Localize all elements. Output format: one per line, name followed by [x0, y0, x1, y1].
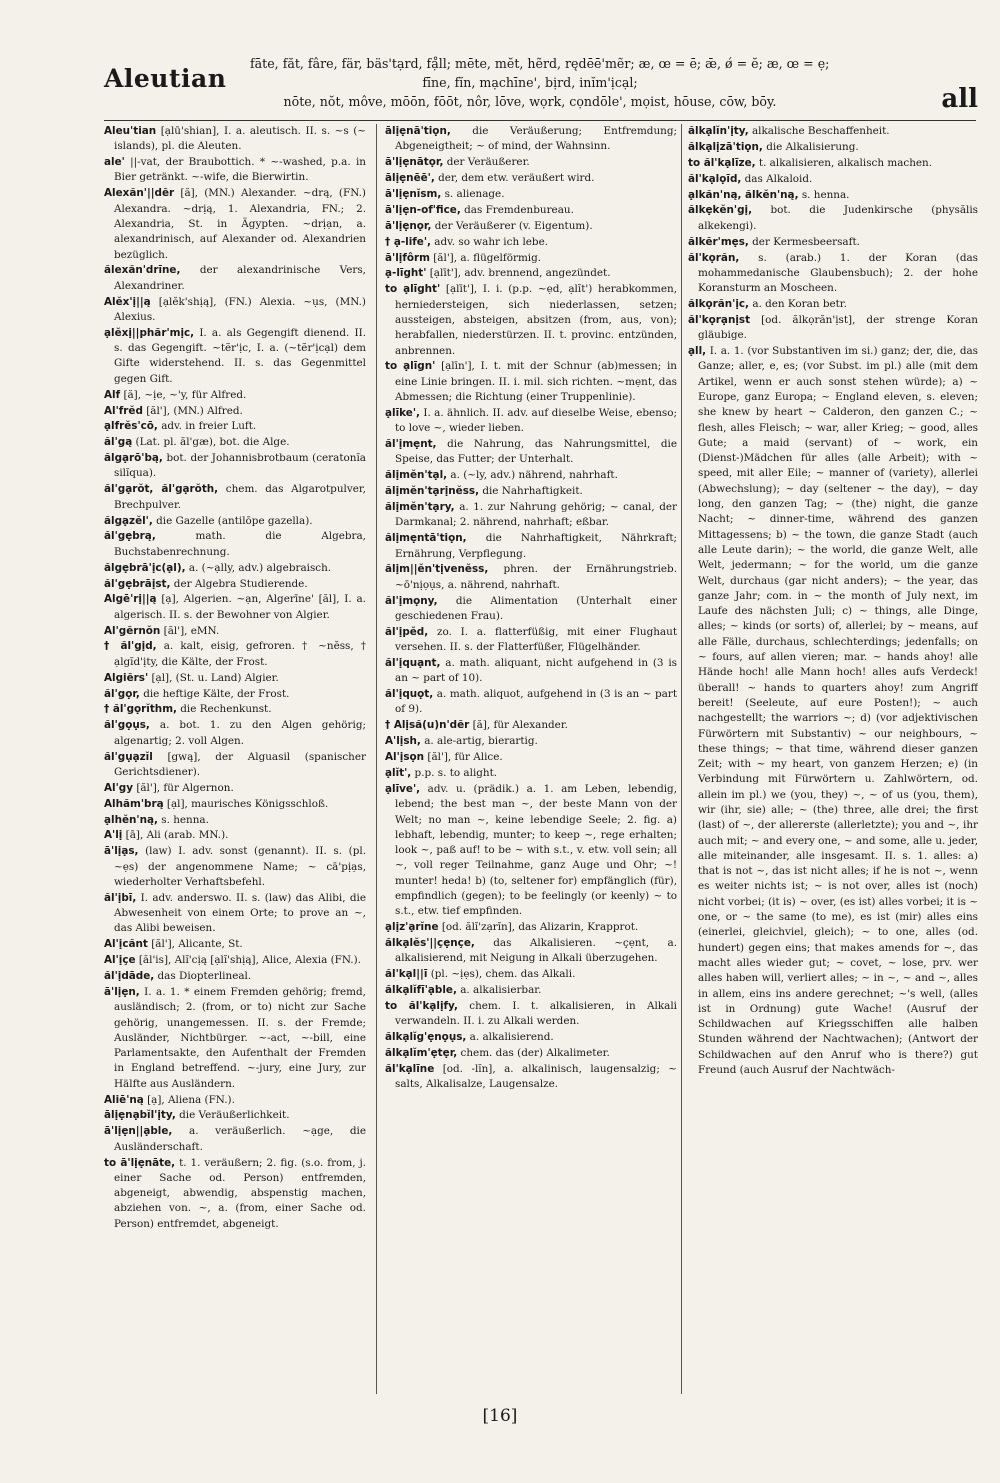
entry-headword: ā'lịạs,: [104, 845, 139, 858]
column-divider: [376, 124, 377, 1394]
entry-headword: ăl'ịmẹnt,: [385, 438, 437, 451]
entry-definition: die Gazelle (antilōpe gazella).: [156, 514, 313, 527]
entry-headword: ā'lịẹn||ạble,: [104, 1125, 173, 1138]
entry-definition: a. (~ạlly, adv.) algebraisch.: [188, 561, 332, 574]
entry-definition: [ạ], Aliena (FN.).: [147, 1093, 235, 1106]
entry-definition: a. (~ly, adv.) nährend, nahrhaft.: [450, 469, 618, 482]
dictionary-entry: [385, 1062, 677, 1093]
dictionary-entry: [385, 734, 677, 749]
entry-definition: [ă], ~ịe, ~'y, für Alfred.: [123, 388, 247, 401]
dictionary-entry: [385, 187, 677, 202]
entry-definition: a. ale-artig, bierartig.: [424, 735, 538, 748]
entry-headword: † ạ-life',: [385, 235, 431, 248]
entry-headword: ălkạlĭfī'ạble,: [385, 984, 457, 997]
entry-headword: ā'lịẹnọr,: [385, 219, 432, 232]
entry-definition: a. math. aliquant, nicht aufgehend in (3 is an ~ part of 10).: [395, 656, 677, 685]
entry-headword: ălkọrăn'ịc,: [688, 298, 750, 311]
entry-headword: ăl'kọrạnịst: [688, 313, 751, 326]
entry-definition: I. a. ähnlich. II. adv. auf dieselbe Weise, ebenso; to love ~, wieder lieben.: [395, 406, 677, 435]
dictionary-entry: [688, 313, 978, 344]
entry-definition: a. 1. zur Nahrung gehörig; ~ canal, der Darmkanal; 2. nährend, nahrhaft; eßbar.: [395, 501, 677, 529]
entry-definition: die Rechenkunst.: [180, 703, 272, 716]
entry-definition: der Kermesbeersaft.: [752, 235, 860, 248]
entry-definition: adv. u. (prädik.) a. 1. am Leben, lebendig, lebend; the best man ~, der beste Mann von der Welt; no man ~, keine lebendige Seele; 2. fig. a) lebhaft, lebendig, munter; to keep ~, rege erhalten; look ~, paß auf! to be ~ with s.t., v. etw. voll sein; all ~, voll reger Teilnahme, ganz Auge und Ohr; ~! munter! heda! b) (to, seltener for) empfänglich (für), empfindlich (gegen); to be feelingly (or keenly) ~ to s.t., etw. tief empfinden.: [395, 782, 677, 918]
dictionary-entry: [104, 781, 366, 796]
dictionary-entry: [385, 766, 677, 781]
entry-definition: [ăl'is], Alĭ'cịą [ạlĭ'shịą], Alice, Alexia (FN.).: [138, 954, 361, 967]
entry-headword: ăl'kạl||ī: [385, 968, 428, 981]
header-rule: [104, 120, 976, 121]
entry-headword: ăl'gọr,: [104, 687, 140, 700]
entry-definition: [ă], (MN.) Alexander. ~drą, (FN.) Alexandra. ~drịą, 1. Alexandria, FN.; 2. Alexandria, St. in Ägypten. ~drịạn, a. alexandrinisch, auf Alexander od. Alexandrien bezüglich.: [114, 187, 366, 261]
entry-definition: [ăl'], Alicante, St.: [151, 938, 243, 951]
entry-headword: ălkạlĕs'||çẹnçe,: [385, 937, 475, 950]
entry-definition: alkalische Beschaffenheit.: [751, 125, 890, 137]
dictionary-entry: [385, 359, 677, 405]
dictionary-entry: [688, 203, 978, 234]
dictionary-entry: [385, 155, 677, 170]
entry-definition: das Alkaloid.: [744, 172, 813, 185]
entry-definition: s. alienage.: [444, 187, 505, 200]
entry-definition: die Veräußerung; Entfremdung; Abgeneigtheit; ~ of mind, der Wahnsinn.: [395, 125, 677, 153]
dictionary-entry: [385, 936, 677, 967]
dictionary-entry: [688, 344, 978, 1078]
entry-headword: Alĕx'ị||ą: [104, 295, 151, 308]
entry-definition: phren. der Ernährungstrieb. ~ō'nịọụs, a. nährend, nahrhaft.: [395, 563, 677, 591]
dictionary-entry: [385, 235, 677, 250]
entry-headword: A'lịsh,: [385, 735, 421, 748]
entry-definition: die Alimentation (Unterhalt einer geschiedenen Frau).: [395, 594, 677, 622]
entry-definition: die Veräußerlichkeit.: [179, 1109, 290, 1122]
dictionary-entry: [104, 671, 366, 686]
entry-definition: [od. ălkọrăn'ịst], der strenge Koran gläubige.: [698, 313, 978, 342]
entry-headword: ălkạlĭm'ẹtẹr,: [385, 1047, 458, 1060]
dictionary-entry: [104, 750, 366, 781]
entry-definition: ||-vat, der Braubottich. * ~-washed, p.a. in Bier getränkt. ~-wife, die Bierwirtin.: [114, 156, 366, 184]
entry-definition: [ăl'], (MN.) Alfred.: [146, 404, 243, 417]
dictionary-entry: [104, 624, 366, 639]
entry-headword: to ạlīgn': [385, 360, 436, 373]
entry-definition: [ạlīt'], adv. brennend, angezündet.: [429, 267, 611, 280]
entry-definition: [ă], für Alexander.: [472, 719, 568, 732]
entry-definition: [ạl], (St. u. Land) Algier.: [151, 671, 279, 684]
entry-definition: chem. das (der) Alkalimeter.: [460, 1047, 610, 1060]
entry-headword: ạ-līght': [385, 267, 427, 280]
entry-headword: ạlịz'ạrĭne: [385, 921, 439, 934]
dictionary-entry: [104, 969, 366, 984]
column-divider: [681, 124, 682, 1394]
entry-definition: s. henna.: [801, 188, 850, 201]
pronunciation-key: [250, 54, 830, 111]
entry-headword: ăl'ịdāde,: [104, 970, 155, 983]
dictionary-entry: [104, 419, 366, 434]
dictionary-entry: [385, 282, 677, 358]
entry-definition: a. den Koran betr.: [752, 298, 847, 311]
entry-headword: ălgạzĕl',: [104, 514, 153, 527]
entry-definition: a. alkalisierbar.: [460, 984, 542, 997]
entry-headword: ăl'ịbī,: [104, 891, 137, 904]
entry-definition: das Fremdenbureau.: [464, 203, 574, 216]
dictionary-entry: [385, 437, 677, 468]
entry-headword: ālịẹnēē',: [385, 172, 435, 185]
entry-headword: ălịmẹntā'tiọn,: [385, 532, 467, 545]
pronunciation-key-line: nōte, nŏt, môve, mōōn, fōōt, nôr, lōve, wọrk, cọndōle', mọist, hōuse, cōw, bōy.: [283, 94, 777, 109]
entry-headword: A'lị: [104, 829, 123, 842]
entry-headword: ăl'ịquọt,: [385, 688, 434, 701]
dictionary-entry: [385, 656, 677, 687]
dictionary-entry: [104, 388, 366, 403]
dictionary-entry: [385, 531, 677, 562]
entry-headword: Al'ịcănt: [104, 938, 148, 951]
entry-headword: Al'ịçe: [104, 954, 136, 967]
entry-headword: Alexăn'||dẽr: [104, 187, 175, 200]
entry-headword: ăl'kọrăn,: [688, 251, 740, 264]
dictionary-entry: [688, 156, 978, 171]
dictionary-entry: [104, 186, 366, 262]
dictionary-entry: [104, 891, 366, 937]
entry-headword: ălgạrō'bą,: [104, 452, 163, 465]
entry-headword: Alf: [104, 388, 121, 401]
dictionary-entry: [385, 967, 677, 982]
entry-definition: a. alkalisierend.: [469, 1031, 554, 1044]
dictionary-entry: [104, 937, 366, 952]
entry-definition: I. a. 1. * einem Fremden gehörig; fremd, ausländisch; 2. (from, or to) nicht zur Sache gehörig, unangemessen. II. s. der Fremde; Ausländer, Nichtbürger. ~-act, ~-bill, eine Parlamentsakte, den Aufenthalt der Fremden in England betreffend. ~-jury, eine Jury, zur Hälfte aus Ausländern.: [114, 985, 366, 1090]
dictionary-entry: [385, 594, 677, 625]
entry-definition: chem. I. t. alkalisieren, in Alkali verwandeln. II. i. zu Alkali werden.: [395, 1000, 677, 1028]
entry-headword: ā'lịẹnĭsm,: [385, 187, 442, 200]
entry-headword: ălgẹbrā'ịc(ạl),: [104, 561, 186, 574]
entry-definition: die Alkalisierung.: [766, 140, 859, 153]
entry-definition: bot. der Johannisbrotbaum (ceratonĭa silĭqua).: [114, 452, 366, 480]
page-number: [16]: [482, 1406, 518, 1426]
column-1: [104, 124, 366, 1394]
entry-headword: ạlĭt',: [385, 767, 412, 780]
dictionary-entry: [385, 468, 677, 483]
dictionary-entry: [104, 451, 366, 482]
entry-definition: der alexandrinische Vers, Alexandriner.: [114, 264, 366, 292]
entry-headword: ā'lịfôrm: [385, 251, 430, 264]
entry-headword: ăl'gẹbrą,: [104, 530, 156, 543]
entry-headword: Al'ịsọn: [385, 751, 425, 764]
entry-definition: t. alkalisieren, alkalisch machen.: [758, 156, 933, 169]
entry-headword: ạlkăn'ną, ălkĕn'ną,: [688, 188, 799, 201]
entry-definition: der Algebra Studierende.: [173, 577, 308, 590]
entry-headword: ạlhĕn'ną,: [104, 813, 158, 826]
header-left-guide-word: Aleutian: [104, 64, 227, 93]
entry-headword: ăl'kạlọīd,: [688, 172, 742, 185]
entry-definition: a. kalt, eisig, gefroren. † ~nĕss, † ạlgĭd'ịty, die Kälte, der Frost.: [114, 640, 366, 668]
entry-headword: † ăl'gọrĭthm,: [104, 703, 177, 716]
entry-headword: Al'frĕd: [104, 404, 143, 417]
column-3: [688, 124, 978, 1394]
dictionary-entry: [104, 435, 366, 450]
entry-headword: to ā'lịẹnāte,: [104, 1156, 176, 1169]
dictionary-entry: [385, 124, 677, 155]
dictionary-entry: [104, 124, 366, 155]
pronunciation-key-line: fāte, făt, fâre, fär, bäs'tạrd, fạ̊ll; mēte, mĕt, hẽrd, rędēē'mẽr; æ, œ = ē; ǣ, ǿ = ĕ; æ, œ = ẹ;: [250, 56, 830, 71]
entry-headword: to ăl'kạlīze,: [688, 156, 756, 169]
dictionary-entry: [385, 625, 677, 656]
dictionary-entry: [385, 782, 677, 920]
entry-headword: ạlfrĕs'cō,: [104, 420, 158, 433]
dictionary-entry: [104, 953, 366, 968]
entry-headword: ălkẽr'mẹs,: [688, 235, 749, 248]
entry-headword: Algiẽrs': [104, 671, 149, 684]
entry-definition: [ạlīt'], I. i. (p.p. ~ẹd, ạlĭt') herabkommen, herniedersteigen, sich niederlassen, setzen; aussteigen, absteigen, absitzen (from, aus, von); herabfallen, niederstürzen. II. t. provinc. entzünden, anbrennen.: [395, 283, 677, 357]
entry-definition: das Alkalisieren. ~çẹnt, a. alkalisierend, mit Neigung in Alkali überzugehen.: [395, 937, 677, 965]
entry-headword: ălịmĕn'tạl,: [385, 469, 448, 482]
dictionary-entry: [104, 844, 366, 890]
entry-headword: ăl'gọụs,: [104, 719, 150, 732]
entry-definition: (pl. ~ịẹs), chem. das Alkali.: [430, 968, 576, 981]
entry-definition: [od. ălĭ'zạrĭn], das Alizarin, Krapprot.: [441, 921, 639, 934]
entry-headword: ăl'ịmọny,: [385, 594, 438, 607]
entry-definition: p.p. s. to alight.: [414, 767, 498, 780]
entry-definition: die Nahrung, das Nahrungsmittel, die Speise, das Futter; der Unterhalt.: [395, 438, 677, 466]
entry-definition: [ăl'], für Algernon.: [136, 781, 234, 794]
entry-definition: der, dem etw. veräußert wird.: [438, 172, 595, 185]
dictionary-entry: [104, 687, 366, 702]
dictionary-entry: [104, 155, 366, 186]
dictionary-entry: [104, 1124, 366, 1155]
entry-definition: a. veräußerlich. ~ạge, die Ausländerschaft.: [114, 1125, 366, 1153]
entry-headword: Algē'rị||ą: [104, 593, 157, 606]
dictionary-entry: [104, 1093, 366, 1108]
entry-definition: [gwą], der Alguasil (spanischer Gerichtsdiener).: [114, 750, 366, 778]
entry-headword: ālịẹnā'tiọn,: [385, 125, 451, 137]
entry-headword: ăl'gẹbrāịst,: [104, 577, 171, 590]
entry-definition: das Diopterlineal.: [157, 970, 252, 983]
entry-definition: [ā], Ali (arab. MN.).: [125, 829, 229, 842]
dictionary-entry: [385, 171, 677, 186]
entry-definition: [ạlīn'], I. t. mit der Schnur (ab)messen; in eine Linie bringen. II. i. mil. sich richten. ~mẹnt, das Abmessen; die Richtung (einer Truppenlinie).: [395, 360, 677, 403]
dictionary-entry: [104, 985, 366, 1092]
pronunciation-key-line: fīne, fĭn, mạchīne', bịrd, inĭm'ịcạl;: [422, 75, 638, 90]
dictionary-entry: [104, 1156, 366, 1232]
entry-headword: ăl'gụạzĭl: [104, 750, 153, 763]
entry-definition: [ạlĕk'shịą], (FN.) Alexia. ~ụs, (MN.) Alexius.: [114, 295, 366, 323]
dictionary-entry: [104, 529, 366, 560]
entry-headword: Alhăm'brą: [104, 797, 164, 810]
entry-definition: chem. das Algarotpulver, Brechpulver.: [114, 483, 366, 511]
entry-definition: [ạl], maurisches Königsschloß.: [166, 797, 329, 810]
entry-definition: der Veräußerer.: [446, 156, 530, 169]
dictionary-entry: [688, 297, 978, 312]
entry-headword: ạll,: [688, 345, 707, 358]
entry-definition: a. math. aliquot, aufgehend in (3 is an ~ part of 9).: [395, 688, 677, 716]
entry-headword: Aleu'tian: [104, 125, 157, 137]
dictionary-entry: [104, 326, 366, 387]
dictionary-entry: [385, 266, 677, 281]
entry-definition: [ăl'], eMN.: [163, 624, 220, 637]
dictionary-entry: [104, 813, 366, 828]
entry-definition: t. 1. veräußern; 2. fig. (s.o. from, j. einer Sache od. Person) entfremden, abgeneigt, abwendig, abspenstig machen, abziehen von. ~, a. (from, einer Sache od. Person) entfremdet, abgeneigt.: [114, 1156, 366, 1230]
dictionary-entry: [104, 828, 366, 843]
dictionary-entry: [385, 251, 677, 266]
entry-definition: [ăl'], a. flügelförmig.: [433, 251, 542, 264]
entry-headword: ăl'gạrŏt, ăl'gạrŏth,: [104, 483, 219, 496]
dictionary-entry: [688, 172, 978, 187]
dictionary-entry: [688, 235, 978, 250]
dictionary-entry: [385, 750, 677, 765]
dictionary-entry: [385, 203, 677, 218]
entry-headword: ā'lịẹn-of'fice,: [385, 203, 461, 216]
entry-headword: ạlīve',: [385, 782, 421, 795]
dictionary-entry: [104, 797, 366, 812]
dictionary-entry: [385, 406, 677, 437]
entry-definition: I. a. 1. (vor Substantiven im si.) ganz; der, die, das Ganze; aller, e, es; (vor Subst. im pl.) alle (mit dem Artikel, wenn er auch sonst stehen würde); a) ~ Europe, ganz Europa; ~ England eleven, s. eleven; she knew by heart ~ Calderon, den ganzen C.; ~ flesh, alles Fleisch; ~ war, aller Krieg; ~ good, alles Gute; a maid (servant) of ~ work, ein (Dienst-)Mädchen für alles (alle Arbeit); with ~ speed, mit aller Eile; ~ manner of (variety), allerlei (Abwechslung); ~ day (seltener ~ the day), ~ day long, den ganzen Tag; ~ (the) night, die ganze Nacht; ~ dinner-time, während des ganzen Mittagessens; b) ~ the town, die ganze Stadt (auch alle Leute darin); ~ the world, die ganze Welt, alle Welt, jedermann; ~ for the world, um die ganze Welt, durchaus (gar nicht anders); ~ the year, das ganze Jahr; com. in ~ the month of July next, im Laufe des nächsten Juli; c) ~ things, alle Dinge, alles; ~ kinds (or sorts) of, allerlei; by ~ means, auf alle Fälle, durchaus, schlechterdings; jedenfalls; on ~ fours, auf allen vieren; mar. ~ hands ahoy! alle Hände hoch! alle Mann hoch! alles aufs Verdeck! überall! ~ hands to quarters ahoy! zum Angriff bereit! (Seeleute, auf eure Posten!); ~ auch nachgestellt; the warriors ~; d) (vor adjektivischen Fürwörtern mit Substantiv) ~ our neighbours, ~ these things; ~ that time, während dieser ganzen Zeit; with ~ my heart, von ganzem Herzen; e) (in Verbindung mit Fürwörtern u. Zahlwörtern, od. allein im pl.) we (you, they) ~, ~ of us (you, them), wir (ihr, sie) alle; ~ (the) three, alle drei; the first (last) of ~, der allererste (allerletzte); you and ~, ihr auch mit; ~ and every one, ~ and some, alle u. jeder, alle miteinander, alle insgesamt. II. s. 1. alles: a) that is not ~, das ist nicht alles; if he is not ~, wenn es weiter nichts ist; ~ is not over, alles ist (noch) nicht vorbei; (it is) ~ over, (es ist) alles vorbei; it is ~ one, or ~ the same (to me), es ist (mir) alles eins (einerlei, gleichviel, gleich); ~ to one, alles (od. hundert) gegen eins; that makes amends for ~, das macht alles wieder gut; ~ covet, ~ lose, prv. wer alles haben will, verliert alles; ~ in ~, ~ and ~, alles in allem, eins ins andere gerechnet; ~'s well, (alles ist in Ordnung) gute Wache! (Ausruf der Schildwachen auf Kriegsschiffen alle halben Stunden während der Nachtwachen); (Antwort der Schildwachen auf den Anruf who is there?) gut Freund (auch Ausruf der Nachtwäch-: [698, 345, 978, 1077]
dictionary-entry: [104, 561, 366, 576]
entry-definition: zo. I. a. flatterfüßig, mit einer Flughaut versehen. II. s. der Flatterfüßer, Flügelhänder.: [395, 625, 677, 654]
entry-definition: s. (arab.) 1. der Koran (das mohammedanische Glaubensbuch); 2. der hohe Koransturm an Moscheen.: [698, 251, 978, 295]
dictionary-entry: [104, 1108, 366, 1123]
dictionary-entry: [104, 404, 366, 419]
entry-definition: die Nahrhaftigkeit.: [482, 485, 583, 498]
entry-definition: I. adv. anderswo. II. s. (law) das Alibi, die Abwesenheit von einem Orte; to prove an ~, das Alibi beweisen.: [114, 891, 366, 935]
entry-definition: s. henna.: [161, 813, 209, 826]
entry-headword: to ạlīght': [385, 283, 441, 296]
dictionary-entry: [385, 687, 677, 718]
dictionary-entry: [104, 718, 366, 749]
entry-headword: ălịm||ĕn'tịvenĕss,: [385, 563, 489, 576]
dictionary-entry: [385, 999, 677, 1030]
entry-definition: [ạ], Algerien. ~ạn, Algerīne' [ăl], I. a. algerisch. II. s. der Bewohner von Algier.: [114, 593, 366, 621]
entry-headword: † Alịsă(u)n'dẽr: [385, 719, 470, 732]
dictionary-entry: [385, 1046, 677, 1061]
entry-definition: adv. in freier Luft.: [161, 420, 257, 433]
entry-headword: Al'gẽrnŏn: [104, 624, 161, 637]
entry-headword: ăl'ịpĕd,: [385, 625, 429, 638]
entry-definition: [ăl'], für Alice.: [427, 751, 503, 764]
dictionary-entry: [104, 295, 366, 326]
entry-definition: I. a. als Gegengift dienend. II. s. das Gegengift. ~tẽr'ịc, I. a. (~tẽr'ịcạl) dem Gifte widerstehend. II. s. das Gegenmittel gegen Gift.: [114, 326, 366, 385]
entry-definition: adv. so wahr ich lebe.: [434, 235, 549, 248]
entry-headword: ălịmĕn'tạrịnĕss,: [385, 485, 480, 498]
entry-headword: ălexăn'drīne,: [104, 264, 181, 277]
entry-definition: a. bot. 1. zu den Algen gehörig; algenartig; 2. voll Algen.: [114, 719, 366, 747]
header-right-guide-word: all: [941, 84, 978, 114]
entry-headword: ale': [104, 156, 125, 169]
dictionary-entry: [688, 140, 978, 155]
entry-headword: ā'lịẹn,: [104, 985, 140, 998]
dictionary-entry: [104, 592, 366, 623]
dictionary-entry: [688, 251, 978, 297]
dictionary-entry: [104, 263, 366, 294]
dictionary-entry: [385, 718, 677, 733]
dictionary-entry: [385, 983, 677, 998]
entry-headword: ălkạlĭg'ẹnọụs,: [385, 1031, 467, 1044]
entry-headword: ăl'kạlīne: [385, 1063, 435, 1075]
dictionary-entry: [104, 639, 366, 670]
dictionary-entry: [104, 702, 366, 717]
entry-definition: [od. -lĭn], a. alkalinisch, laugensalzig; ~ salts, Alkalisalze, Laugensalze.: [395, 1063, 677, 1091]
dictionary-entry: [385, 500, 677, 531]
entry-definition: der Veräußerer (v. Eigentum).: [434, 219, 593, 232]
entry-definition: math. die Algebra, Buchstabenrechnung.: [114, 530, 366, 558]
entry-headword: Aliē'ną: [104, 1093, 144, 1106]
entry-headword: ăl'gą: [104, 436, 133, 449]
dictionary-entry: [688, 124, 978, 139]
dictionary-entry: [385, 562, 677, 593]
dictionary-entry: [385, 1030, 677, 1045]
dictionary-entry: [104, 482, 366, 513]
entry-definition: (Lat. pl. ăl'gæ), bot. die Alge.: [135, 436, 290, 449]
entry-headword: ā'lịẹnātọr,: [385, 156, 444, 169]
entry-headword: ăl'ịquạnt,: [385, 656, 441, 669]
column-2: [385, 124, 677, 1394]
entry-headword: ạlĕxị||phăr'mịc,: [104, 326, 195, 339]
entry-headword: ălkẹkĕn'gị,: [688, 204, 753, 217]
dictionary-entry: [104, 514, 366, 529]
entry-definition: die heftige Kälte, der Frost.: [143, 687, 290, 700]
entry-definition: bot. die Judenkirsche (physălis alkekengi).: [698, 204, 978, 232]
dictionary-entry: [385, 920, 677, 935]
entry-definition: die Nahrhaftigkeit, Nährkraft; Ernährung, Verpflegung.: [395, 532, 677, 560]
entry-definition: [ạlū'shian], I. a. aleutisch. II. s. ~s (~ islands), pl. die Aleuten.: [114, 125, 366, 153]
entry-headword: ălịmĕn'tạry,: [385, 501, 455, 514]
entry-headword: Al'gy: [104, 781, 133, 794]
dictionary-entry: [385, 219, 677, 234]
entry-definition: (law) I. adv. sonst (genannt). II. s. (pl. ~ẹs) der angenommene Name; ~ cā'pịạs, wiederholter Verhaftsbefehl.: [114, 845, 366, 888]
entry-headword: ălkạlịzā'tiọn,: [688, 140, 763, 153]
dictionary-entry: [104, 577, 366, 592]
dictionary-entry: [385, 484, 677, 499]
entry-headword: to ăl'kạlịfy,: [385, 1000, 458, 1013]
entry-headword: ạlīke',: [385, 406, 420, 419]
entry-headword: ālịẹnạbĭl'ịty,: [104, 1109, 176, 1122]
entry-headword: † ăl'gịd,: [104, 640, 157, 653]
entry-headword: ălkạlĭn'ịty,: [688, 125, 749, 137]
dictionary-entry: [688, 188, 978, 203]
